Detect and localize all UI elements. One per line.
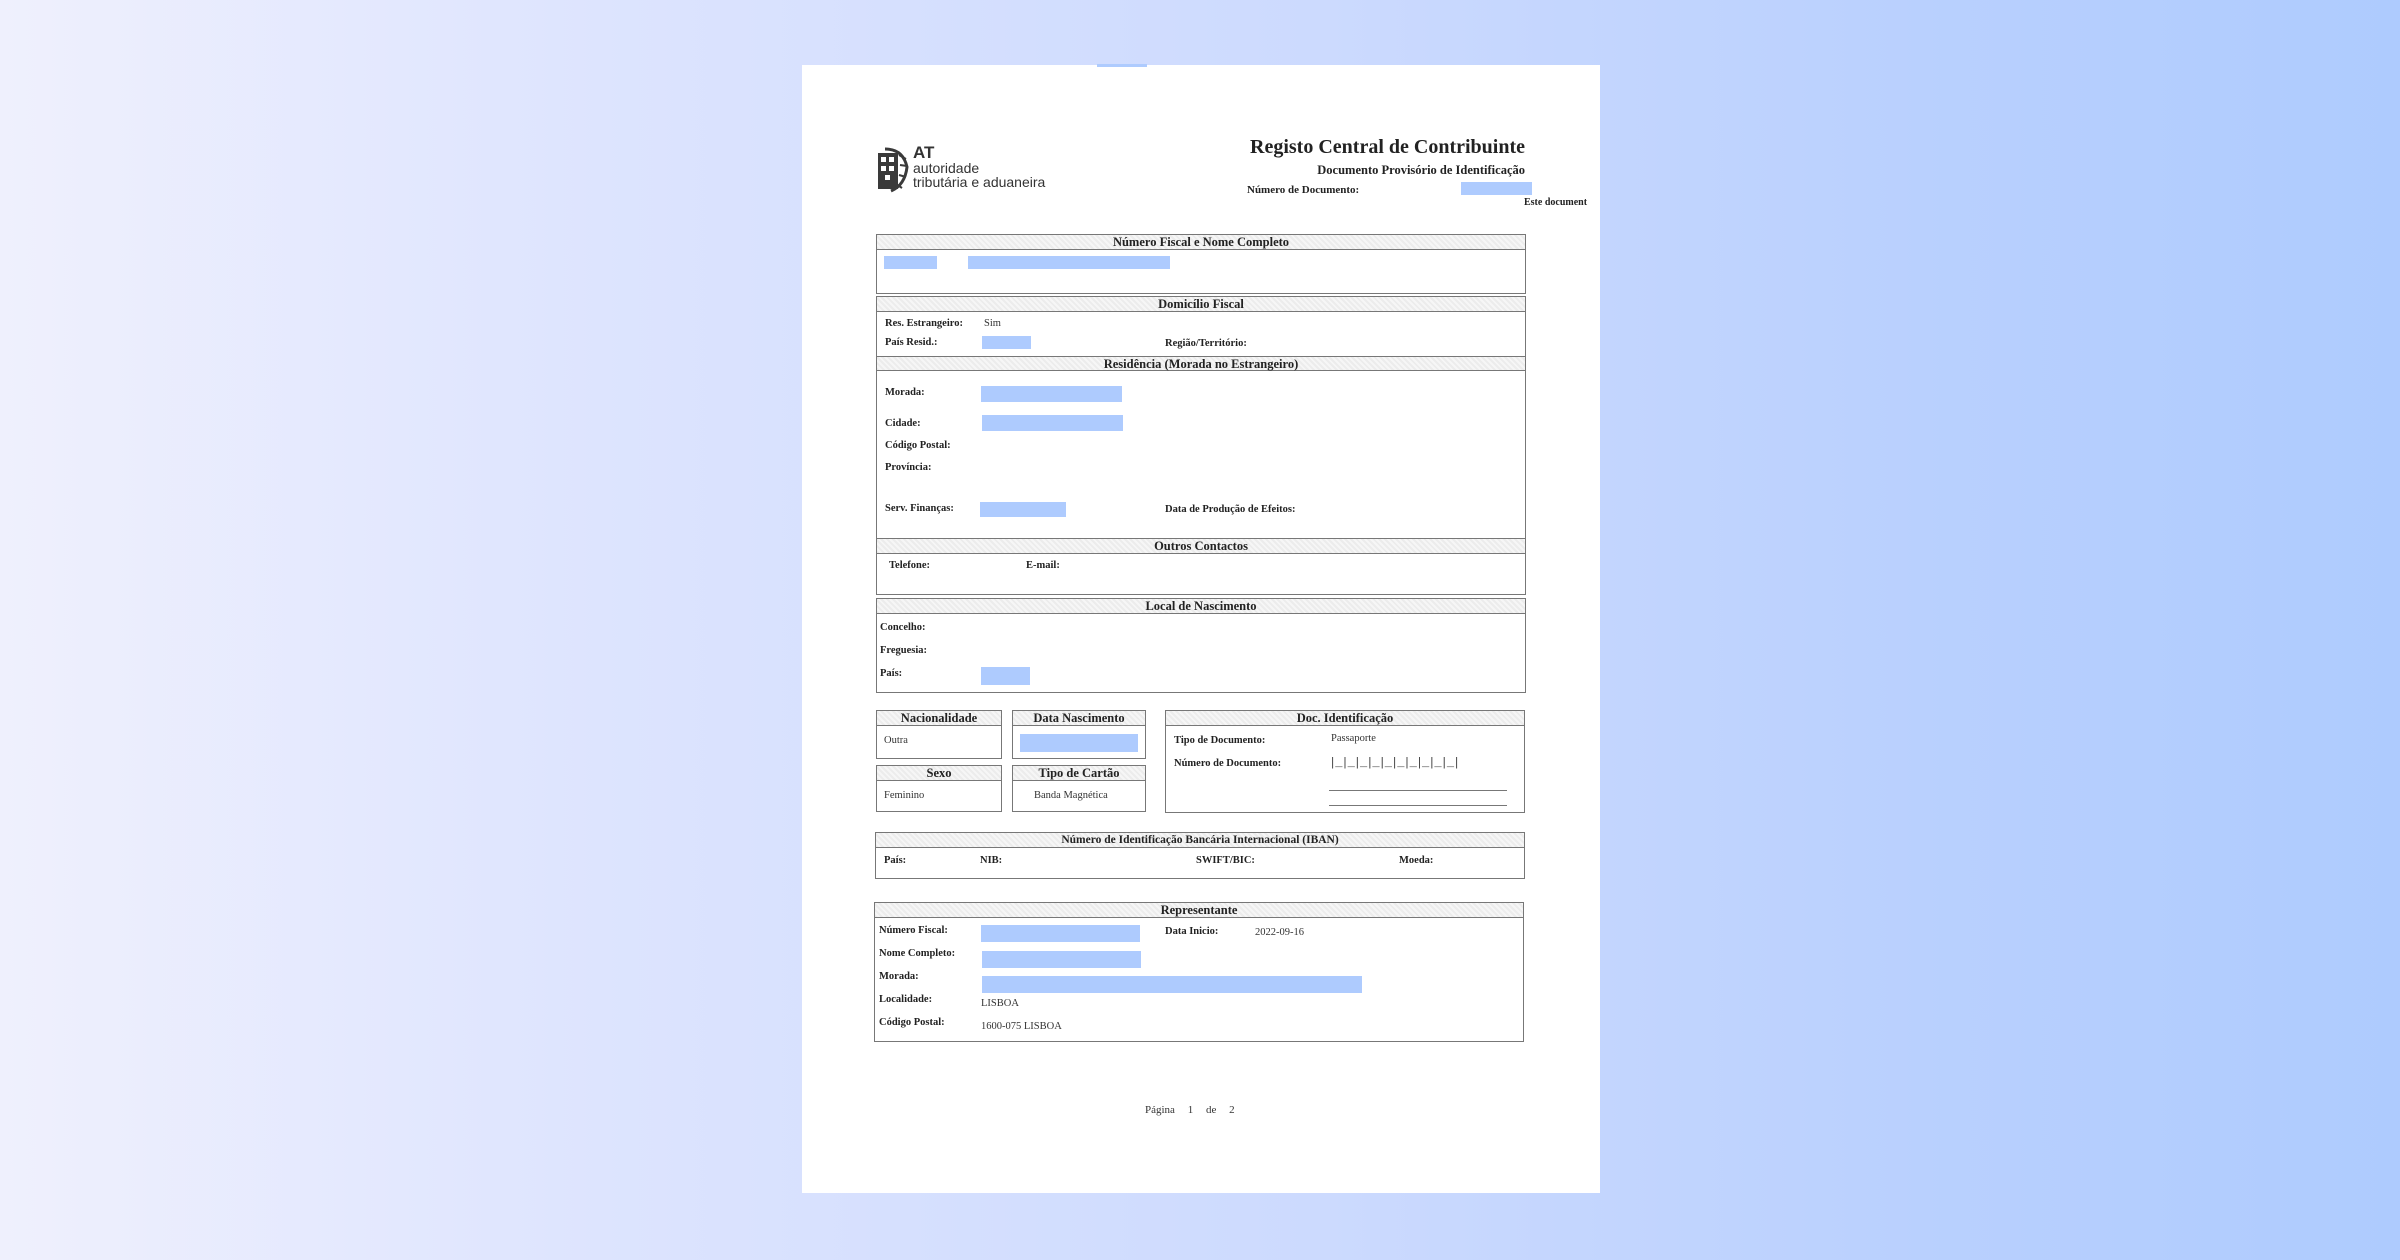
numero-documento-boxes: |_|_|_|_|_|_|_|_|_|_|: [1329, 756, 1460, 770]
section-title: Local de Nascimento: [877, 599, 1525, 614]
res-estrangeiro-label: Res. Estrangeiro:: [885, 318, 963, 329]
section-title: Domicílio Fiscal: [877, 297, 1525, 312]
blank-line-2: [1329, 805, 1507, 806]
codigo-postal-label: Código Postal:: [885, 440, 951, 451]
email-label: E-mail:: [1026, 560, 1060, 571]
section-title: Sexo: [877, 766, 1001, 781]
res-estrangeiro-value: Sim: [984, 318, 1001, 329]
page-total: 2: [1229, 1104, 1235, 1116]
section-title: Nacionalidade: [877, 711, 1001, 726]
top-redaction-mark: [1097, 64, 1147, 67]
redacted-pais-resid: [982, 336, 1031, 349]
section-nascimento: [876, 598, 1526, 693]
regiao-label: Região/Território:: [1165, 338, 1247, 349]
tipo-cartao-value: Banda Magnética: [1034, 790, 1108, 801]
moeda-label: Moeda:: [1399, 855, 1434, 866]
section-title: Representante: [875, 903, 1523, 918]
redacted-rep-nome: [982, 951, 1141, 968]
localidade-label: Localidade:: [879, 994, 933, 1005]
morada-label: Morada:: [885, 387, 925, 398]
nib-label: NIB:: [980, 855, 1003, 866]
redacted-cidade: [982, 415, 1123, 431]
truncated-note: Este document: [1524, 197, 1588, 208]
page-of: de: [1205, 1104, 1217, 1116]
data-inicio-value: 2022-09-16: [1255, 927, 1304, 938]
pais-nascimento-label: País:: [880, 668, 903, 679]
logo-line-tributaria: tributária e aduaneira: [913, 174, 1046, 190]
redacted-rep-morada: [982, 976, 1362, 993]
at-logo: [877, 145, 1067, 195]
sexo-value: Feminino: [884, 790, 925, 801]
section-title-residencia: Residência (Morada no Estrangeiro): [877, 356, 1525, 371]
redacted-serv-financas: [980, 502, 1066, 517]
document-title: Registo Central de Contribuinte: [1250, 136, 1525, 158]
rep-codigo-postal-value: 1600-075 LISBOA: [981, 1021, 1062, 1032]
rep-numero-fiscal-label: Número Fiscal:: [879, 925, 948, 936]
nacionalidade-value: Outra: [884, 735, 908, 746]
logo-at: AT: [913, 143, 935, 162]
document-subtitle: Documento Provisório de Identificação: [1317, 163, 1525, 177]
localidade-value: LISBOA: [981, 998, 1019, 1009]
section-representante: [874, 902, 1524, 1042]
section-title: Tipo de Cartão: [1013, 766, 1145, 781]
provincia-label: Província:: [885, 462, 932, 473]
redacted-full-name: [968, 256, 1170, 269]
section-title: Outros Contactos: [877, 539, 1525, 554]
redacted-data-nascimento: [1020, 734, 1138, 752]
redacted-pais-nascimento: [981, 667, 1030, 685]
section-sexo: [876, 765, 1002, 812]
section-contactos: [876, 538, 1526, 595]
redacted-morada: [981, 386, 1122, 402]
data-inicio-label: Data Inicio:: [1165, 926, 1219, 937]
swift-label: SWIFT/BIC:: [1196, 855, 1255, 866]
page-indicator: [1145, 1104, 1235, 1116]
data-producao-label: Data de Produção de Efeitos:: [1165, 504, 1296, 515]
coat-of-arms-icon: [877, 145, 909, 193]
page-label: Página: [1145, 1104, 1175, 1116]
redacted-nif: [884, 256, 937, 269]
blank-line-1: [1329, 790, 1507, 791]
concelho-label: Concelho:: [880, 622, 926, 633]
serv-financas-label: Serv. Finanças:: [885, 503, 954, 514]
redacted-document-number: [1461, 182, 1532, 195]
freguesia-label: Freguesia:: [880, 645, 928, 656]
page-current: 1: [1187, 1104, 1194, 1116]
rep-nome-label: Nome Completo:: [879, 948, 956, 959]
pais-resid-label: País Resid.:: [885, 337, 938, 348]
section-title: Doc. Identificação: [1166, 711, 1524, 726]
logo-text: [913, 145, 1045, 189]
rep-codigo-postal-label: Código Postal:: [879, 1017, 945, 1028]
tipo-documento-value: Passaporte: [1331, 733, 1376, 744]
section-tipo-cartao: [1012, 765, 1146, 812]
redacted-rep-numero-fiscal: [981, 925, 1140, 942]
section-title: Número Fiscal e Nome Completo: [877, 235, 1525, 250]
section-title: Número de Identificação Bancária Internacional (IBAN): [876, 833, 1524, 848]
iban-pais-label: País:: [884, 855, 907, 866]
tipo-documento-label: Tipo de Documento:: [1174, 735, 1266, 746]
cidade-label: Cidade:: [885, 418, 921, 429]
section-title: Data Nascimento: [1013, 711, 1145, 726]
rep-morada-label: Morada:: [879, 971, 919, 982]
document-number-label: Número de Documento:: [1247, 184, 1360, 196]
numero-documento-label: Número de Documento:: [1174, 758, 1282, 769]
telefone-label: Telefone:: [889, 560, 931, 571]
logo-line-autoridade: autoridade: [913, 160, 980, 176]
